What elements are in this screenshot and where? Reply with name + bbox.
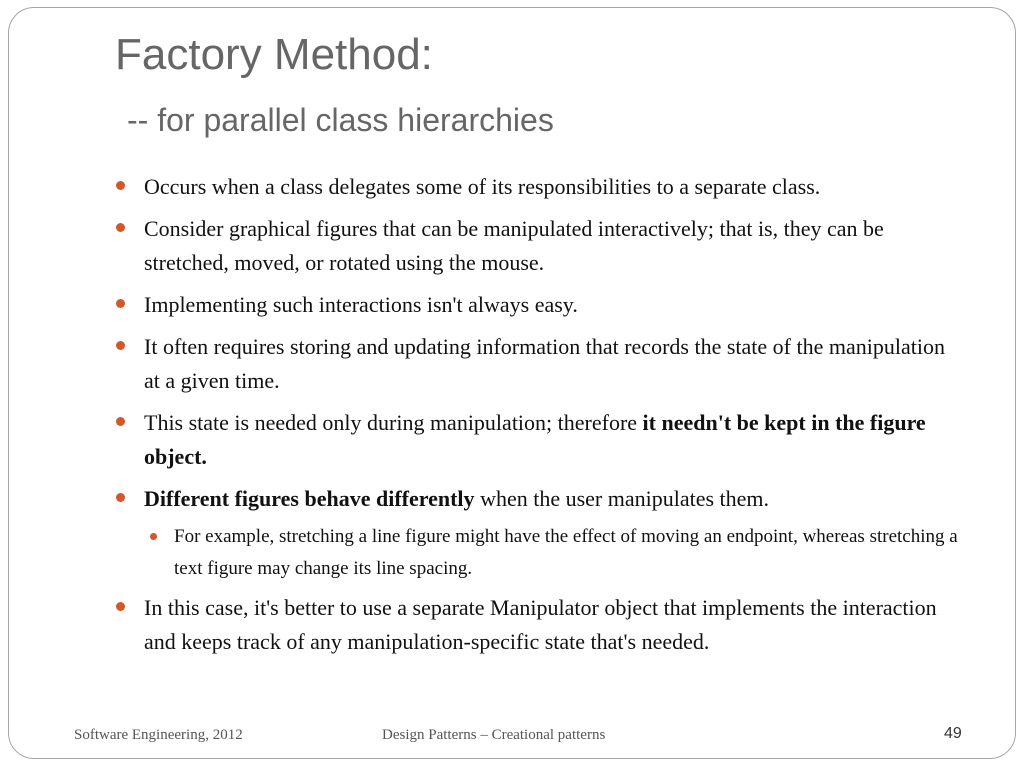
bullet-text: This state is needed only during manipulation; therefore: [144, 410, 643, 435]
bullet-dot-icon: [116, 493, 125, 502]
sub-bullet-dot-icon: [150, 533, 157, 540]
bullet-item: [113, 170, 963, 204]
bullet-text: Occurs when a class delegates some of its responsibilities to a separate class.: [144, 174, 821, 199]
bullet-dot-icon: [116, 417, 125, 426]
bullet-bold-text: it needn't be kept in the figure object.: [144, 410, 926, 469]
bullet-dot-icon: [116, 223, 125, 232]
bullet-dot-icon: [116, 341, 125, 350]
bullet-item: [113, 212, 963, 280]
bullet-item: [113, 482, 963, 516]
footer-course: Software Engineering, 2012: [74, 727, 243, 743]
bullet-text: Implementing such interactions isn't always easy.: [144, 292, 578, 317]
bullet-item: [113, 288, 963, 322]
bullet-item: [113, 406, 963, 474]
bullet-text: In this case, it's better to use a separate Manipulator object that implements the interaction and keeps track of any manipulation-specific state that's needed.: [144, 595, 937, 654]
slide-subtitle: -- for parallel class hierarchies: [127, 102, 554, 138]
footer-topic: Design Patterns – Creational patterns: [382, 727, 606, 743]
bullet-text: when the user manipulates them.: [474, 486, 770, 511]
bullet-bold-text: Different figures behave differently: [144, 486, 475, 511]
bullet-text: Consider graphical figures that can be manipulated interactively; that is, they can be stretched, moved, or rotated using the mouse.: [144, 216, 884, 275]
page-number: 49: [944, 725, 962, 742]
bullet-text: It often requires storing and updating information that records the state of the manipulation at a given time.: [144, 334, 945, 393]
sub-bullet-item: [113, 521, 963, 585]
bullet-dot-icon: [116, 299, 125, 308]
sub-bullet-text: For example, stretching a line figure might have the effect of moving an endpoint, whereas stretching a text figure may change its line spacing.: [174, 526, 958, 579]
bullet-item: [113, 330, 963, 398]
slide-title: Factory Method:: [115, 30, 433, 79]
bullet-item: [113, 591, 963, 659]
bullet-dot-icon: [116, 602, 125, 611]
bullet-list: [113, 170, 963, 667]
bullet-dot-icon: [116, 181, 125, 190]
